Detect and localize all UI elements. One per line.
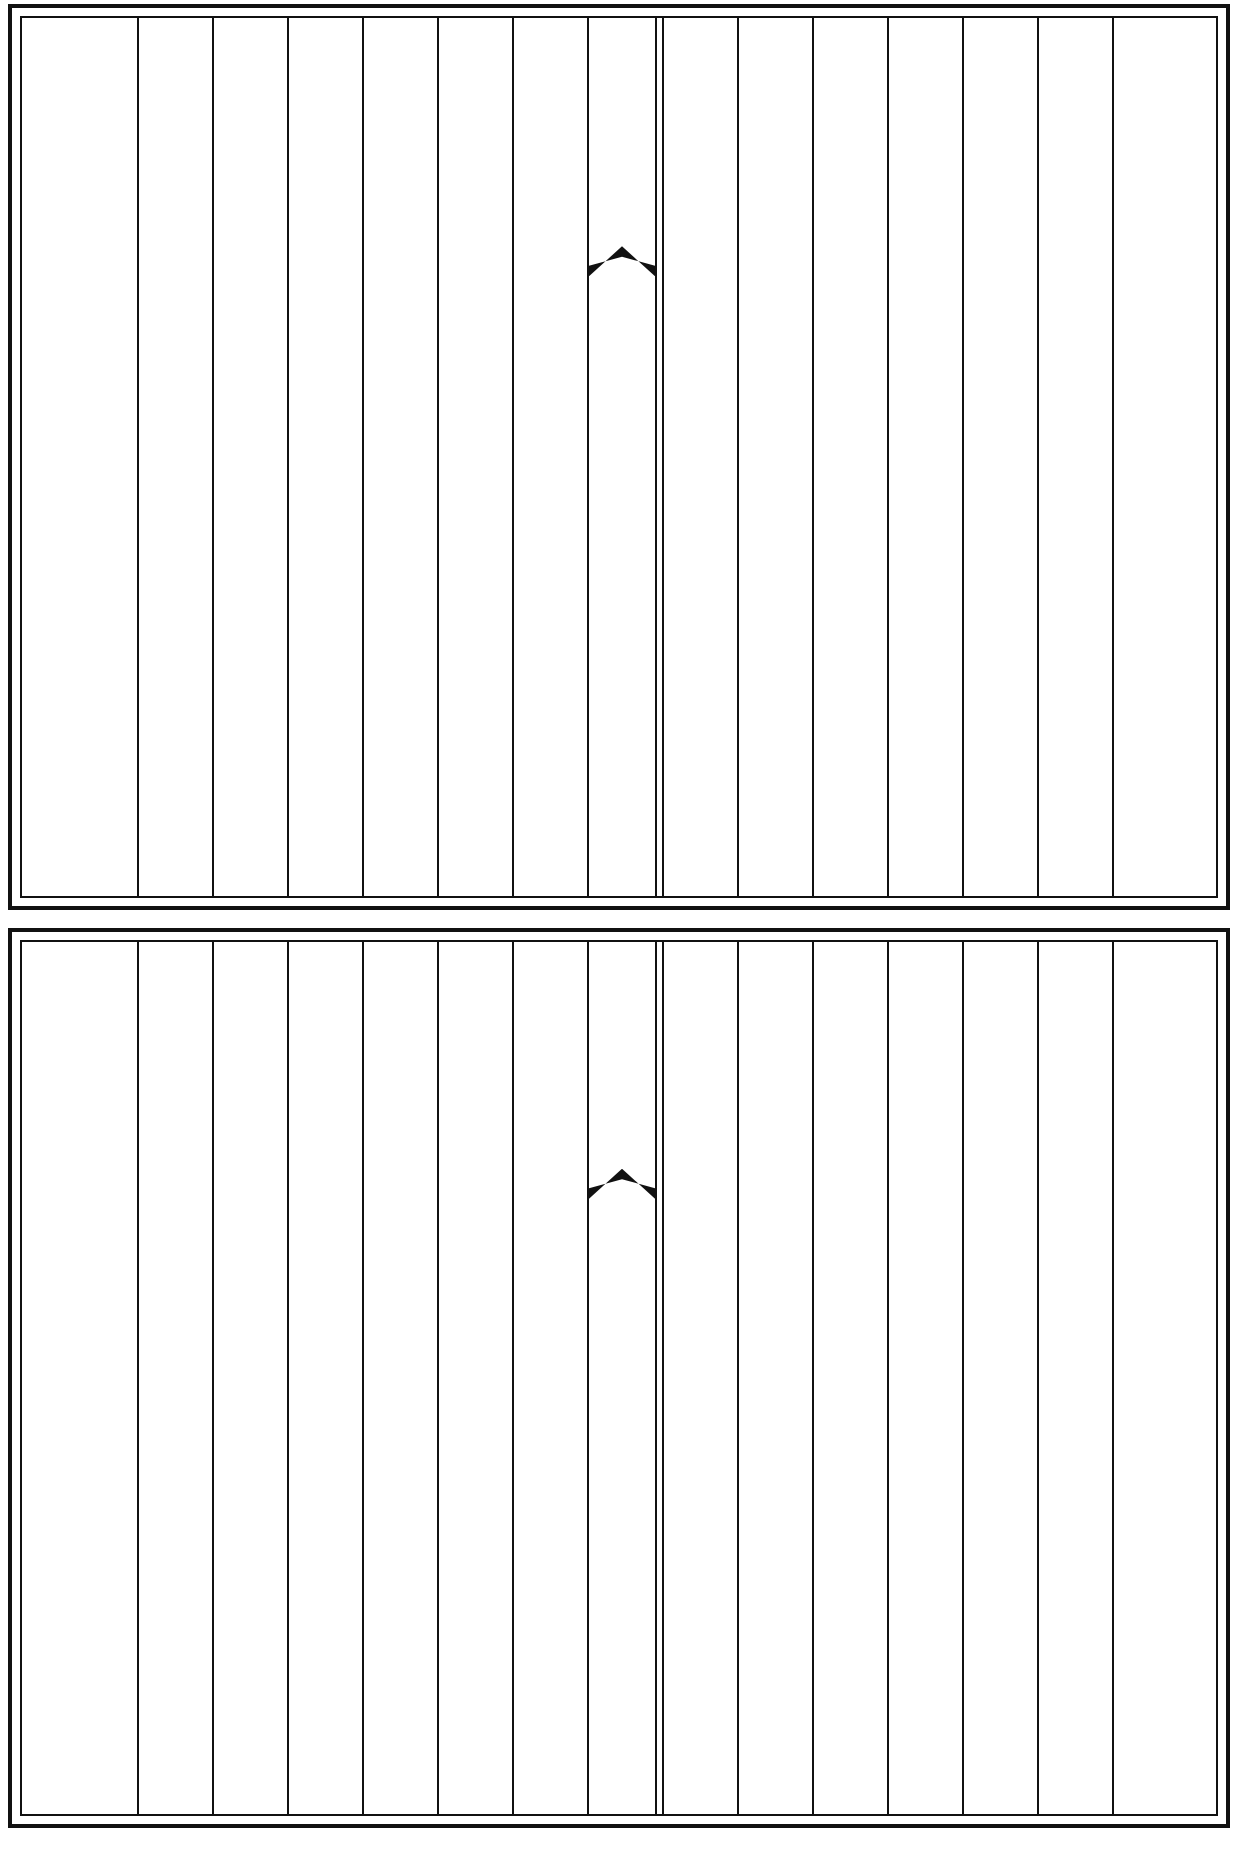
column-rule [1037, 18, 1039, 896]
column-rule [1112, 18, 1114, 896]
column-rule [887, 18, 889, 896]
column-rule [212, 942, 214, 1814]
column-rule [662, 942, 664, 1814]
upper-half-folio [8, 4, 1230, 910]
column-rule [962, 942, 964, 1814]
folio-gutter [587, 942, 657, 1814]
column-rule [737, 942, 739, 1814]
column-rule [512, 18, 514, 896]
column-rule [812, 18, 814, 896]
column-rule [287, 942, 289, 1814]
folio-gutter [587, 18, 657, 896]
column-rule [887, 942, 889, 1814]
column-rule [137, 18, 139, 896]
column-rule [212, 18, 214, 896]
column-rule [362, 942, 364, 1814]
lower-half-folio [8, 928, 1230, 1828]
column-rule [737, 18, 739, 896]
column-rule [437, 18, 439, 896]
column-rule [512, 942, 514, 1814]
column-rule [137, 942, 139, 1814]
column-rule [1037, 942, 1039, 1814]
column-rule [287, 18, 289, 896]
fish-tail-mark [589, 246, 655, 276]
column-rule [437, 942, 439, 1814]
fish-tail-mark [589, 1169, 655, 1199]
column-rule [1112, 942, 1114, 1814]
column-rule [362, 18, 364, 896]
column-rule [812, 942, 814, 1814]
column-rule [662, 18, 664, 896]
column-rule [962, 18, 964, 896]
